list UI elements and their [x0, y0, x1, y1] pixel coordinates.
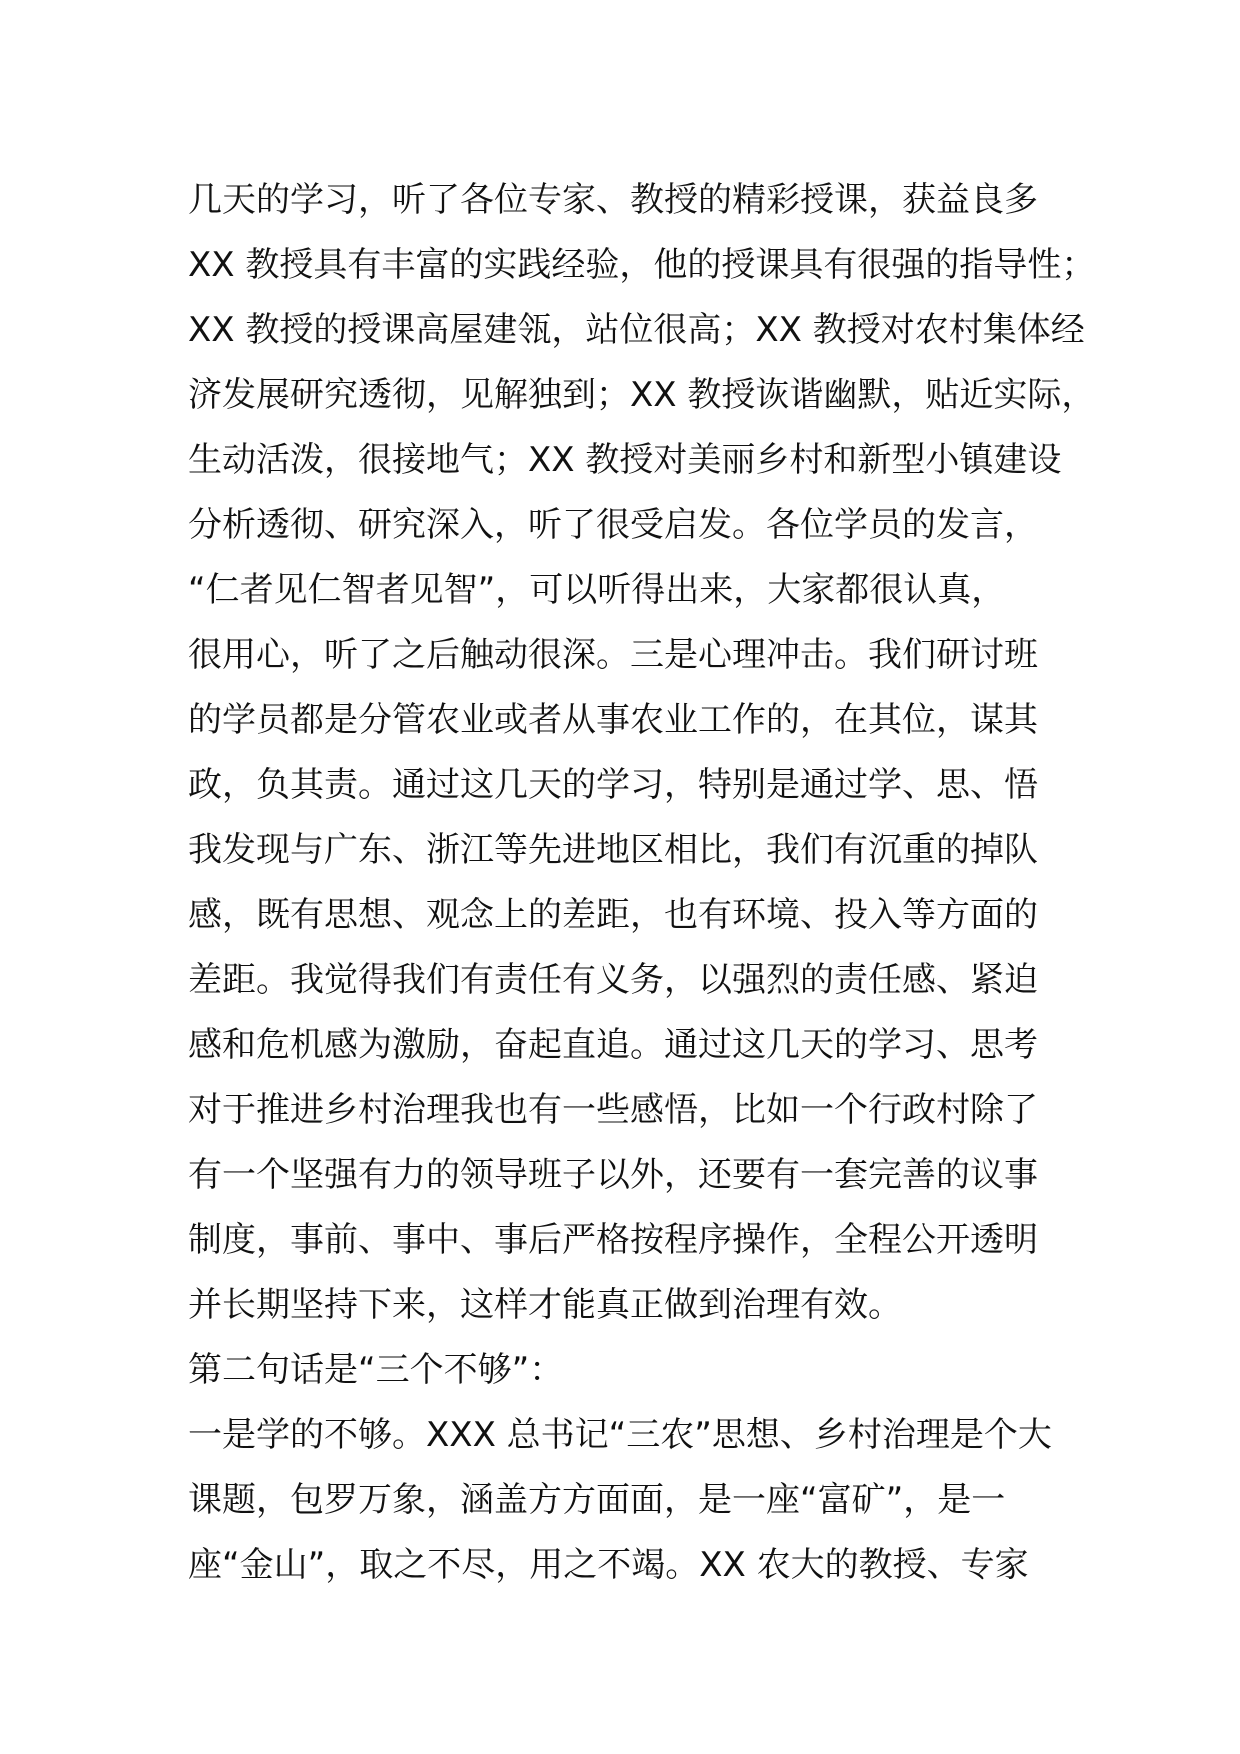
text-line-15: 对于推进乡村治理我也有一些感悟，比如一个行政村除了: [188, 1090, 1038, 1130]
text-line-13: 差距。我觉得我们有责任有义务，以强烈的责任感、紧迫: [188, 960, 1038, 1000]
text-line-14: 感和危机感为激励，奋起直追。通过这几天的学习、思考: [188, 1025, 1038, 1065]
text-line-22: 座“金山”，取之不尽，用之不竭。XX 农大的教授、专家: [188, 1545, 1029, 1585]
text-line-7: “仁者见仁智者见智”，可以听得出来，大家都很认真，: [188, 570, 1006, 610]
text-line-20: 一是学的不够。XXX 总书记“三农”思想、乡村治理是个大: [188, 1415, 1052, 1455]
text-line-9: 的学员都是分管农业或者从事农业工作的，在其位，谋其: [188, 700, 1038, 740]
text-line-17: 制度，事前、事中、事后严格按程序操作，全程公开透明: [188, 1220, 1038, 1260]
body-text: [188, 168, 1096, 1598]
text-line-8: 很用心，听了之后触动很深。三是心理冲击。我们研讨班: [188, 635, 1038, 675]
text-line-11: 我发现与广东、浙江等先进地区相比，我们有沉重的掉队: [188, 830, 1038, 870]
text-line-3: XX 教授的授课高屋建瓴，站位很高；XX 教授对农村集体经: [188, 310, 1085, 350]
text-line-10: 政，负其责。通过这几天的学习，特别是通过学、思、悟: [188, 765, 1038, 805]
text-line-16: 有一个坚强有力的领导班子以外，还要有一套完善的议事: [188, 1155, 1038, 1195]
text-line-18: 并长期坚持下来，这样才能真正做到治理有效。: [188, 1285, 902, 1325]
text-line-2: XX 教授具有丰富的实践经验，他的授课具有很强的指导性；: [188, 245, 1096, 285]
text-line-12: 感，既有思想、观念上的差距，也有环境、投入等方面的: [188, 895, 1038, 935]
text-line-21: 课题，包罗万象，涵盖方方面面，是一座“富矿”，是一: [188, 1480, 1006, 1520]
text-line-6: 分析透彻、研究深入，听了很受启发。各位学员的发言，: [188, 505, 1038, 545]
section-heading: 第二句话是“三个不够”：: [188, 1350, 564, 1390]
text-line-1: 几天的学习，听了各位专家、教授的精彩授课，获益良多: [188, 180, 1038, 220]
text-line-5: 生动活泼，很接地气；XX 教授对美丽乡村和新型小镇建设: [188, 440, 1062, 480]
text-line-4: 济发展研究透彻，见解独到；XX 教授诙谐幽默，贴近实际，: [188, 375, 1096, 415]
